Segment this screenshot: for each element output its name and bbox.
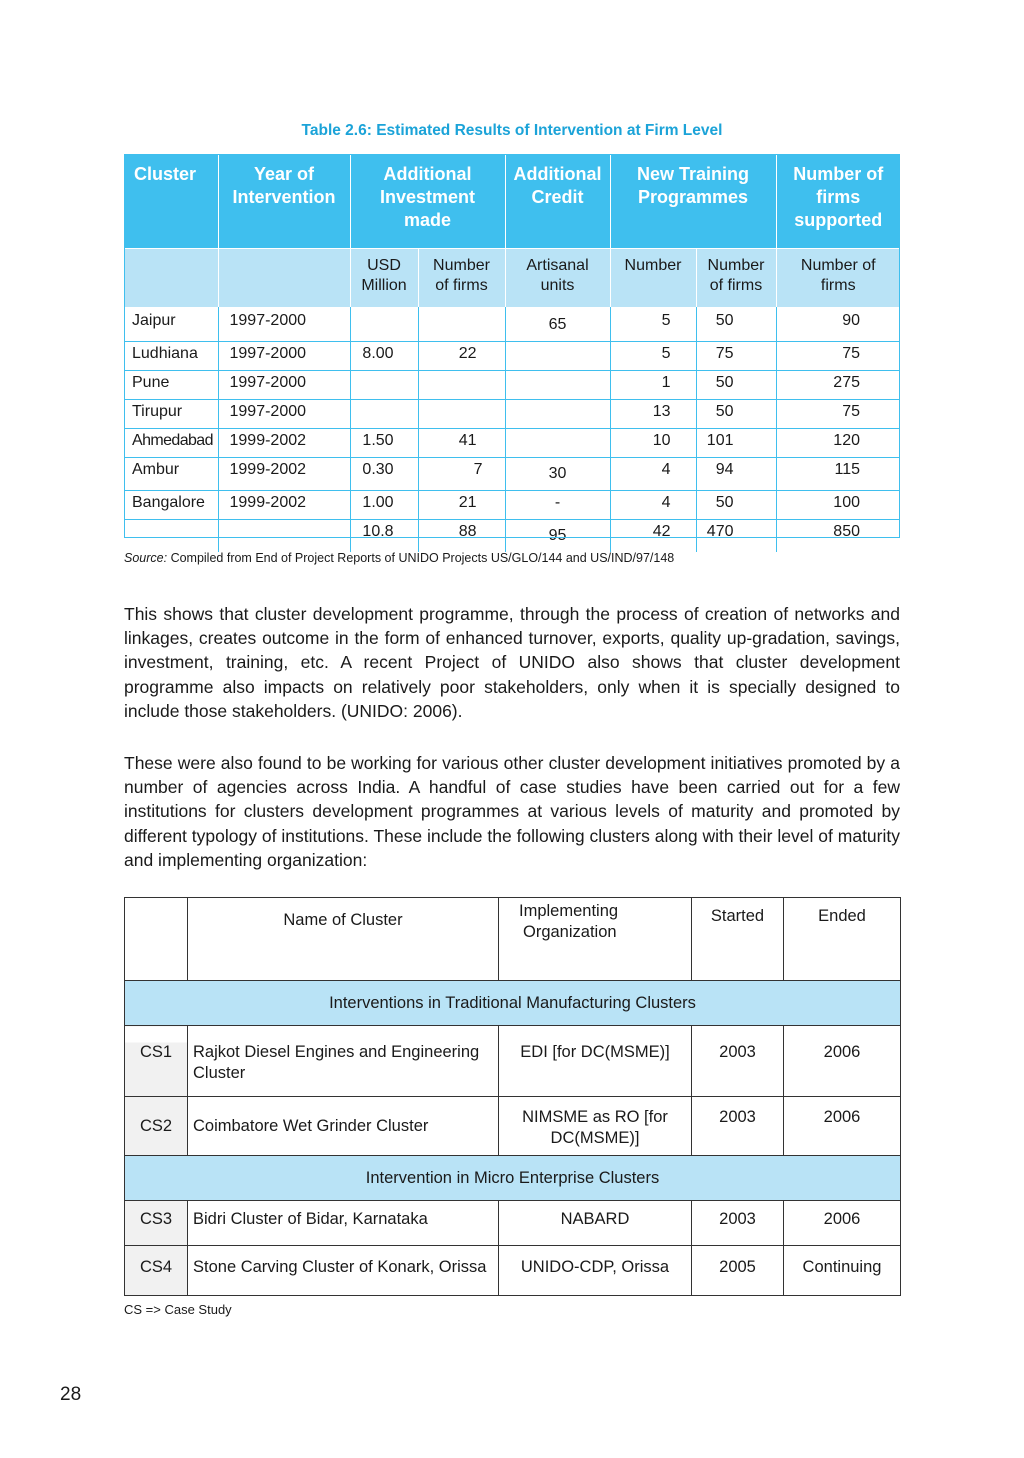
- paragraph-1: This shows that cluster development programme, through the process of creation of networks and linkages, creates outcome in the form of enhanced turnover, exports, quality up-gradation, savings, investment, training, etc. A recent Project of UNIDO also shows that cluster development programme also impacts on relatively poor stakeholders, only when it is specially designed to include those stakeholders. (UNIDO: 2006).: [124, 604, 900, 721]
- subheader-artisanal: Artisanal units: [505, 248, 610, 307]
- table-row: Pune 1997-2000 1 50 275: [124, 371, 900, 400]
- header-id: [125, 898, 188, 981]
- table-footnote: CS => Case Study: [124, 1302, 232, 1317]
- case-study-table: [124, 897, 901, 1296]
- header-credit: Additional Credit: [505, 154, 610, 248]
- table-row: Ludhiana 1997-2000 8.00 22 5 75 75: [124, 342, 900, 371]
- subheader-empty: [218, 248, 350, 307]
- table-row-total: 10.8 88 95 42 470 850: [124, 520, 900, 553]
- header-firms-supported: Number of firms supported: [776, 154, 900, 248]
- table-source: Source: Compiled from End of Project Reports of UNIDO Projects US/GLO/144 and US/IND/97/148: [124, 551, 675, 565]
- subheader-empty: [124, 248, 218, 307]
- intervention-results-table: [124, 154, 900, 552]
- table-caption: Table 2.6: Estimated Results of Intervention at Firm Level: [301, 122, 723, 139]
- subheader-usd: USD Million: [350, 248, 418, 307]
- subheader-number: Number: [610, 248, 696, 307]
- table-row: CS3 Bidri Cluster of Bidar, Karnataka NABARD 2003 2006: [125, 1201, 901, 1246]
- header-name-of-cluster: Name of Cluster: [188, 898, 499, 981]
- header-cluster: Cluster: [124, 154, 218, 248]
- section-micro-enterprise: Intervention in Micro Enterprise Clusters: [125, 1156, 901, 1201]
- section-traditional-manufacturing: Interventions in Traditional Manufacturing Clusters: [125, 981, 901, 1026]
- header-training: New Training Programmes: [610, 154, 776, 248]
- header-investment: Additional Investment made: [350, 154, 505, 248]
- table-row: Ambur 1999-2002 0.30 7 30 4 94 115: [124, 458, 900, 491]
- table-row: Tirupur 1997-2000 13 50 75: [124, 400, 900, 429]
- table-row: CS1 Rajkot Diesel Engines and Engineering Cluster EDI [for DC(MSME)] 2003 2006: [125, 1026, 901, 1097]
- table-row: Ahmedabad 1999-2002 1.50 41 10 101 120: [124, 429, 900, 458]
- table-row: CS2 Coimbatore Wet Grinder Cluster NIMSME as RO [for DC(MSME)] 2003 2006: [125, 1097, 901, 1156]
- table-row: CS4 Stone Carving Cluster of Konark, Orissa UNIDO-CDP, Orissa 2005 Continuing: [125, 1246, 901, 1296]
- subheader-supported-firms: Number of firms: [776, 248, 900, 307]
- header-implementing-organization: Implementing Organization: [499, 898, 692, 981]
- subheader-training-firms: Number of firms: [696, 248, 776, 307]
- page-number: 28: [60, 1384, 82, 1405]
- table-row: Bangalore 1999-2002 1.00 21 - 4 50 100: [124, 491, 900, 520]
- header-started: Started: [692, 898, 784, 981]
- table-row: Jaipur 1997-2000 65 5 50 90: [124, 309, 900, 342]
- header-ended: Ended: [784, 898, 901, 981]
- paragraph-2: These were also found to be working for various other cluster development initiatives promoted by a number of agencies across India. A handful of case studies have been carried out for a few institutions for clusters development programmes at various levels of maturity and promoted by different typology of institutions. These include the following clusters along with their level of maturity and implementing organization:: [124, 753, 900, 870]
- subheader-investment-firms: Number of firms: [418, 248, 505, 307]
- header-year: Year of Intervention: [218, 154, 350, 248]
